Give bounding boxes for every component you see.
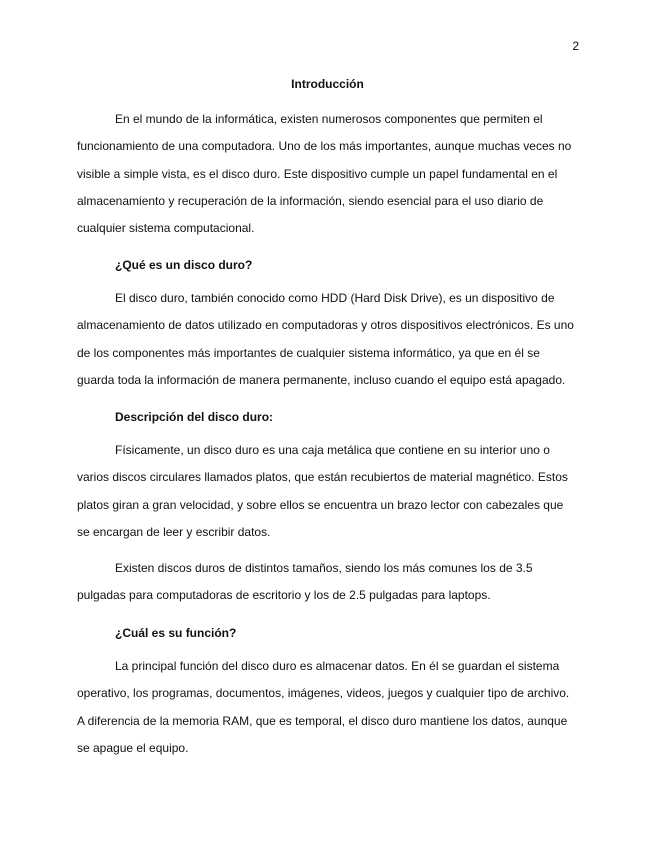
section-paragraph-descripcion-1: Físicamente, un disco duro es una caja metálica que contiene en su interior uno o varios discos circulares llamados platos, que están recubiertos de material magnético. Estos platos giran a gran velocidad, y sobre ellos se encuentra un brazo lector con cabezales que se encargan de leer y escribir datos. (77, 443, 568, 539)
page-title: Introducción (291, 77, 364, 91)
section-paragraph-que-es: El disco duro, también conocido como HDD (Hard Disk Drive), es un dispositivo de almacenamiento de datos utilizado en computadoras y otros dispositivos electrónicos. Es uno de los componentes más importantes de cualquier sistema informático, ya que en él se guarda toda la información de manera permanente, incluso cuando el equipo está apagado. (77, 291, 574, 387)
section-heading-que-es: ¿Qué es un disco duro? (115, 258, 253, 272)
section-heading-descripcion: Descripción del disco duro: (115, 410, 274, 424)
section-heading-funcion: ¿Cuál es su función? (115, 626, 237, 640)
section-paragraph-descripcion-2: Existen discos duros de distintos tamaños, siendo los más comunes los de 3.5 pulgadas para computadoras de escritorio y los de 2.5 pulgadas para laptops. (77, 561, 533, 603)
section-paragraph-funcion: La principal función del disco duro es almacenar datos. En él se guardan el sistema operativo, los programas, documentos, imágenes, videos, juegos y cualquier tipo de archivo. A diferencia de la memoria RAM, que es temporal, el disco duro mantiene los datos, aunque se apague el equipo. (77, 659, 570, 755)
intro-paragraph: En el mundo de la informática, existen numerosos componentes que permiten el funcionamiento de una computadora. Uno de los más importantes, aunque muchas veces no visible a simple vista, es el disco duro. Este dispositivo cumple un papel fundamental en el almacenamiento y recuperación de la información, siendo esencial para el uso diario de cualquier sistema computacional. (77, 112, 572, 236)
page-number: 2 (572, 39, 579, 53)
